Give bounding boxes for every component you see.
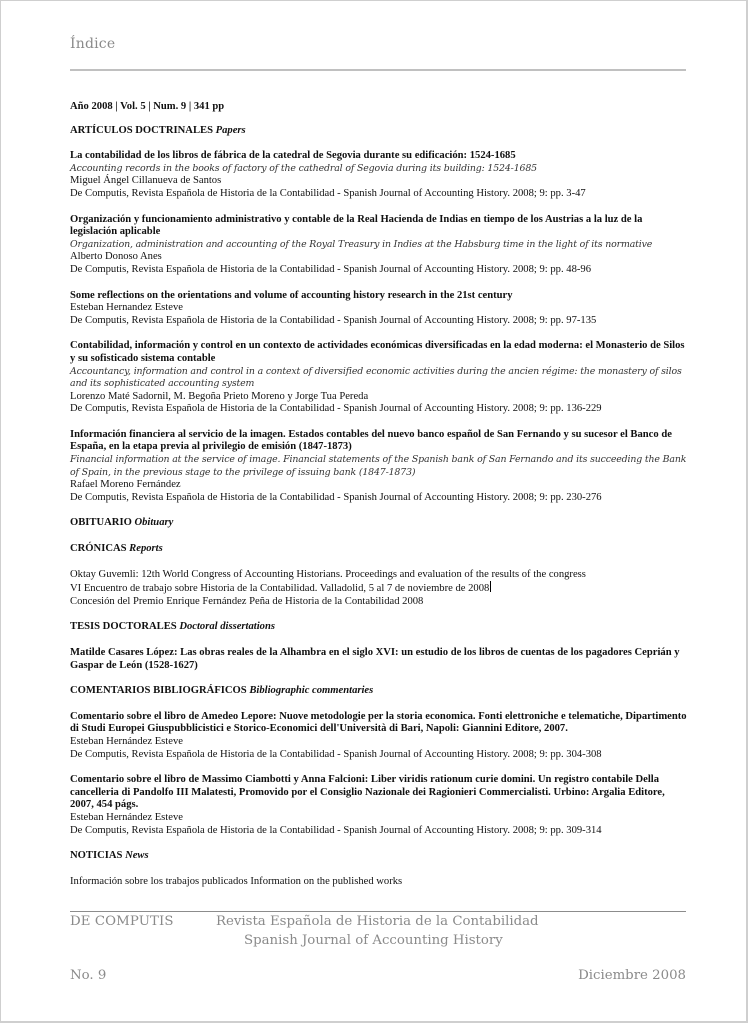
article-entry: [70, 290, 690, 328]
header-divider: [70, 69, 686, 71]
article-authors: Lorenzo Maté Sadornil, M. Begoña Prieto Moreno y Jorge Tua Pereda: [70, 390, 369, 402]
article-entry: [70, 214, 690, 277]
section-subtitle: Obituary: [134, 517, 174, 529]
commentary-entry: [70, 711, 690, 761]
journal-brand: DE COMPUTIS: [70, 914, 174, 929]
journal-name-en: Spanish Journal of Accounting History: [244, 933, 503, 948]
issue-number: No. 9: [70, 968, 107, 983]
page-title: Índice: [70, 36, 116, 52]
article-english-title: Financial information at the service of image. Financial statements of the Spanish bank of San Fernando and its succeeding the Bank of Spain, in the previous stage to the privilege of issuing bank (1847-1873): [70, 454, 687, 478]
article-entry: [70, 340, 690, 416]
section-heading-dissertations: [70, 621, 690, 634]
article-citation: De Computis, Revista Española de Historia de la Contabilidad - Spanish Journal of Accounting History. 2008; 9: pp. 3-47: [70, 187, 586, 199]
commentary-authors: Esteban Hernández Esteve: [70, 735, 183, 747]
table-of-contents: [70, 101, 690, 888]
section-subtitle: Papers: [215, 124, 246, 136]
section-subtitle: Bibliographic commentaries: [249, 685, 374, 697]
commentary-citation: De Computis, Revista Española de Historia de la Contabilidad - Spanish Journal of Accounting History. 2008; 9: pp. 309-314: [70, 824, 602, 836]
section-heading-commentaries: [70, 685, 690, 698]
article-authors: Alberto Donoso Anes: [70, 251, 162, 263]
section-subtitle: News: [125, 850, 149, 862]
article-citation: De Computis, Revista Española de Historia de la Contabilidad - Spanish Journal of Accounting History. 2008; 9: pp. 48-96: [70, 263, 591, 275]
news-list: [70, 876, 690, 889]
section-heading-articles: [70, 125, 690, 138]
commentary-citation: De Computis, Revista Española de Historia de la Contabilidad - Spanish Journal of Accounting History. 2008; 9: pp. 304-308: [70, 748, 602, 760]
commentary-entry: [70, 774, 690, 837]
section-subtitle: Doctoral dissertations: [179, 621, 275, 633]
section-title: TESIS DOCTORALES: [70, 621, 177, 633]
reports-list: [70, 569, 690, 609]
article-title[interactable]: La contabilidad de los libros de fábrica de la catedral de Segovia durante su edificación: 1524-1685: [70, 150, 516, 162]
article-citation: De Computis, Revista Española de Historia de la Contabilidad - Spanish Journal of Accounting History. 2008; 9: pp. 230-276: [70, 491, 602, 503]
section-title: CRÓNICAS: [70, 543, 127, 555]
section-title: ARTÍCULOS DOCTRINALES: [70, 124, 213, 136]
report-item[interactable]: [70, 581, 690, 596]
article-citation: De Computis, Revista Española de Historia de la Contabilidad - Spanish Journal of Accounting History. 2008; 9: pp. 136-229: [70, 403, 602, 415]
article-title[interactable]: Información financiera al servicio de la imagen. Estados contables del nuevo banco español de San Fernando y su sucesor el Banco de España, en la etapa previa al privilegio de emisión (1847-1873): [70, 428, 672, 453]
article-title[interactable]: Contabilidad, información y control en un contexto de actividades económicas diversificadas en la edad moderna: el Monasterio de Silos y su sofisticado sistema contable: [70, 340, 685, 364]
footer-divider: [70, 911, 686, 912]
article-authors: Rafael Moreno Fernández: [70, 479, 181, 491]
news-item[interactable]: Información sobre los trabajos publicados Information on the published works: [70, 875, 403, 887]
commentary-authors: Esteban Hernández Esteve: [70, 811, 183, 823]
commentary-title[interactable]: Comentario sobre el libro de Massimo Ciambotti y Anna Falcioni: Liber viridis rationum curie domini. Un registro contabile Della cancelleria di Pandolfo III Malatesti, Promovido por el Consiglio Nazionale dei Ragionieri Commercialisti. Urbino: Argalia Editore, 2007, 454 págs.: [70, 774, 665, 811]
text-cursor: [490, 581, 491, 592]
issue-date: Diciembre 2008: [578, 968, 686, 983]
article-title[interactable]: Some reflections on the orientations and volume of accounting history research in the 21st century: [70, 289, 513, 301]
article-authors: Esteban Hernandez Esteve: [70, 302, 183, 314]
report-item[interactable]: Oktay Guvemli: 12th World Congress of Accounting Historians. Proceedings and evaluation of the results of the congress: [70, 568, 586, 580]
article-english-title: Accountancy, information and control in a context of diversified economic activities during the ancien régime: the monastery of silos and its sophisticated accounting system: [70, 365, 682, 390]
article-entry: [70, 429, 690, 505]
journal-name-es: Revista Española de Historia de la Contabilidad: [216, 914, 539, 929]
article-english-title: Accounting records in the books of factory of the cathedral of Segovia during its building: 1524-1685: [70, 162, 537, 174]
section-heading-reports: [70, 543, 690, 556]
section-title: COMENTARIOS BIBLIOGRÁFICOS: [70, 685, 247, 697]
section-title: NOTICIAS: [70, 850, 123, 862]
section-heading-news: [70, 850, 690, 863]
dissertation-entry: [70, 647, 690, 672]
issue-line: Año 2008 | Vol. 5 | Num. 9 | 341 pp: [70, 101, 225, 112]
section-title: OBITUARIO: [70, 517, 132, 529]
dissertation-title[interactable]: Matilde Casares López: Las obras reales de la Alhambra en el siglo XVI: un estudio de los libros de cuentas de los pagadores Ceprián y Gaspar de León (1528-1627): [70, 647, 680, 671]
article-authors: Miguel Ángel Cillanueva de Santos: [70, 175, 222, 187]
article-english-title: Organization, administration and accounting of the Royal Treasury in Indies at the Habsburg time in the light of its normative: [70, 238, 653, 250]
section-heading-obituary: [70, 517, 690, 530]
section-subtitle: Reports: [129, 543, 163, 555]
article-entry: [70, 150, 690, 200]
article-citation: De Computis, Revista Española de Historia de la Contabilidad - Spanish Journal of Accounting History. 2008; 9: pp. 97-135: [70, 314, 597, 326]
report-item[interactable]: Concesión del Premio Enrique Fernández Peña de Historia de la Contabilidad 2008: [70, 595, 424, 607]
report-item-text: VI Encuentro de trabajo sobre Historia de la Contabilidad. Valladolid, 5 al 7 de noviembre de 2008: [70, 583, 490, 595]
commentary-title[interactable]: Comentario sobre el libro de Amedeo Lepore: Nuove metodologie per la storia economica. Fonti elettroniche e telematiche, Dipartimento di Studi Europei Giuspubblicistici e Storico-Economici dell'Università di Bari, Napoli: Giannini Editore, 2007.: [70, 710, 687, 735]
article-title[interactable]: Organización y funcionamiento administrativo y contable de la Real Hacienda de Indias en tiempo de los Austrias a la luz de la legislación aplicable: [70, 213, 643, 238]
